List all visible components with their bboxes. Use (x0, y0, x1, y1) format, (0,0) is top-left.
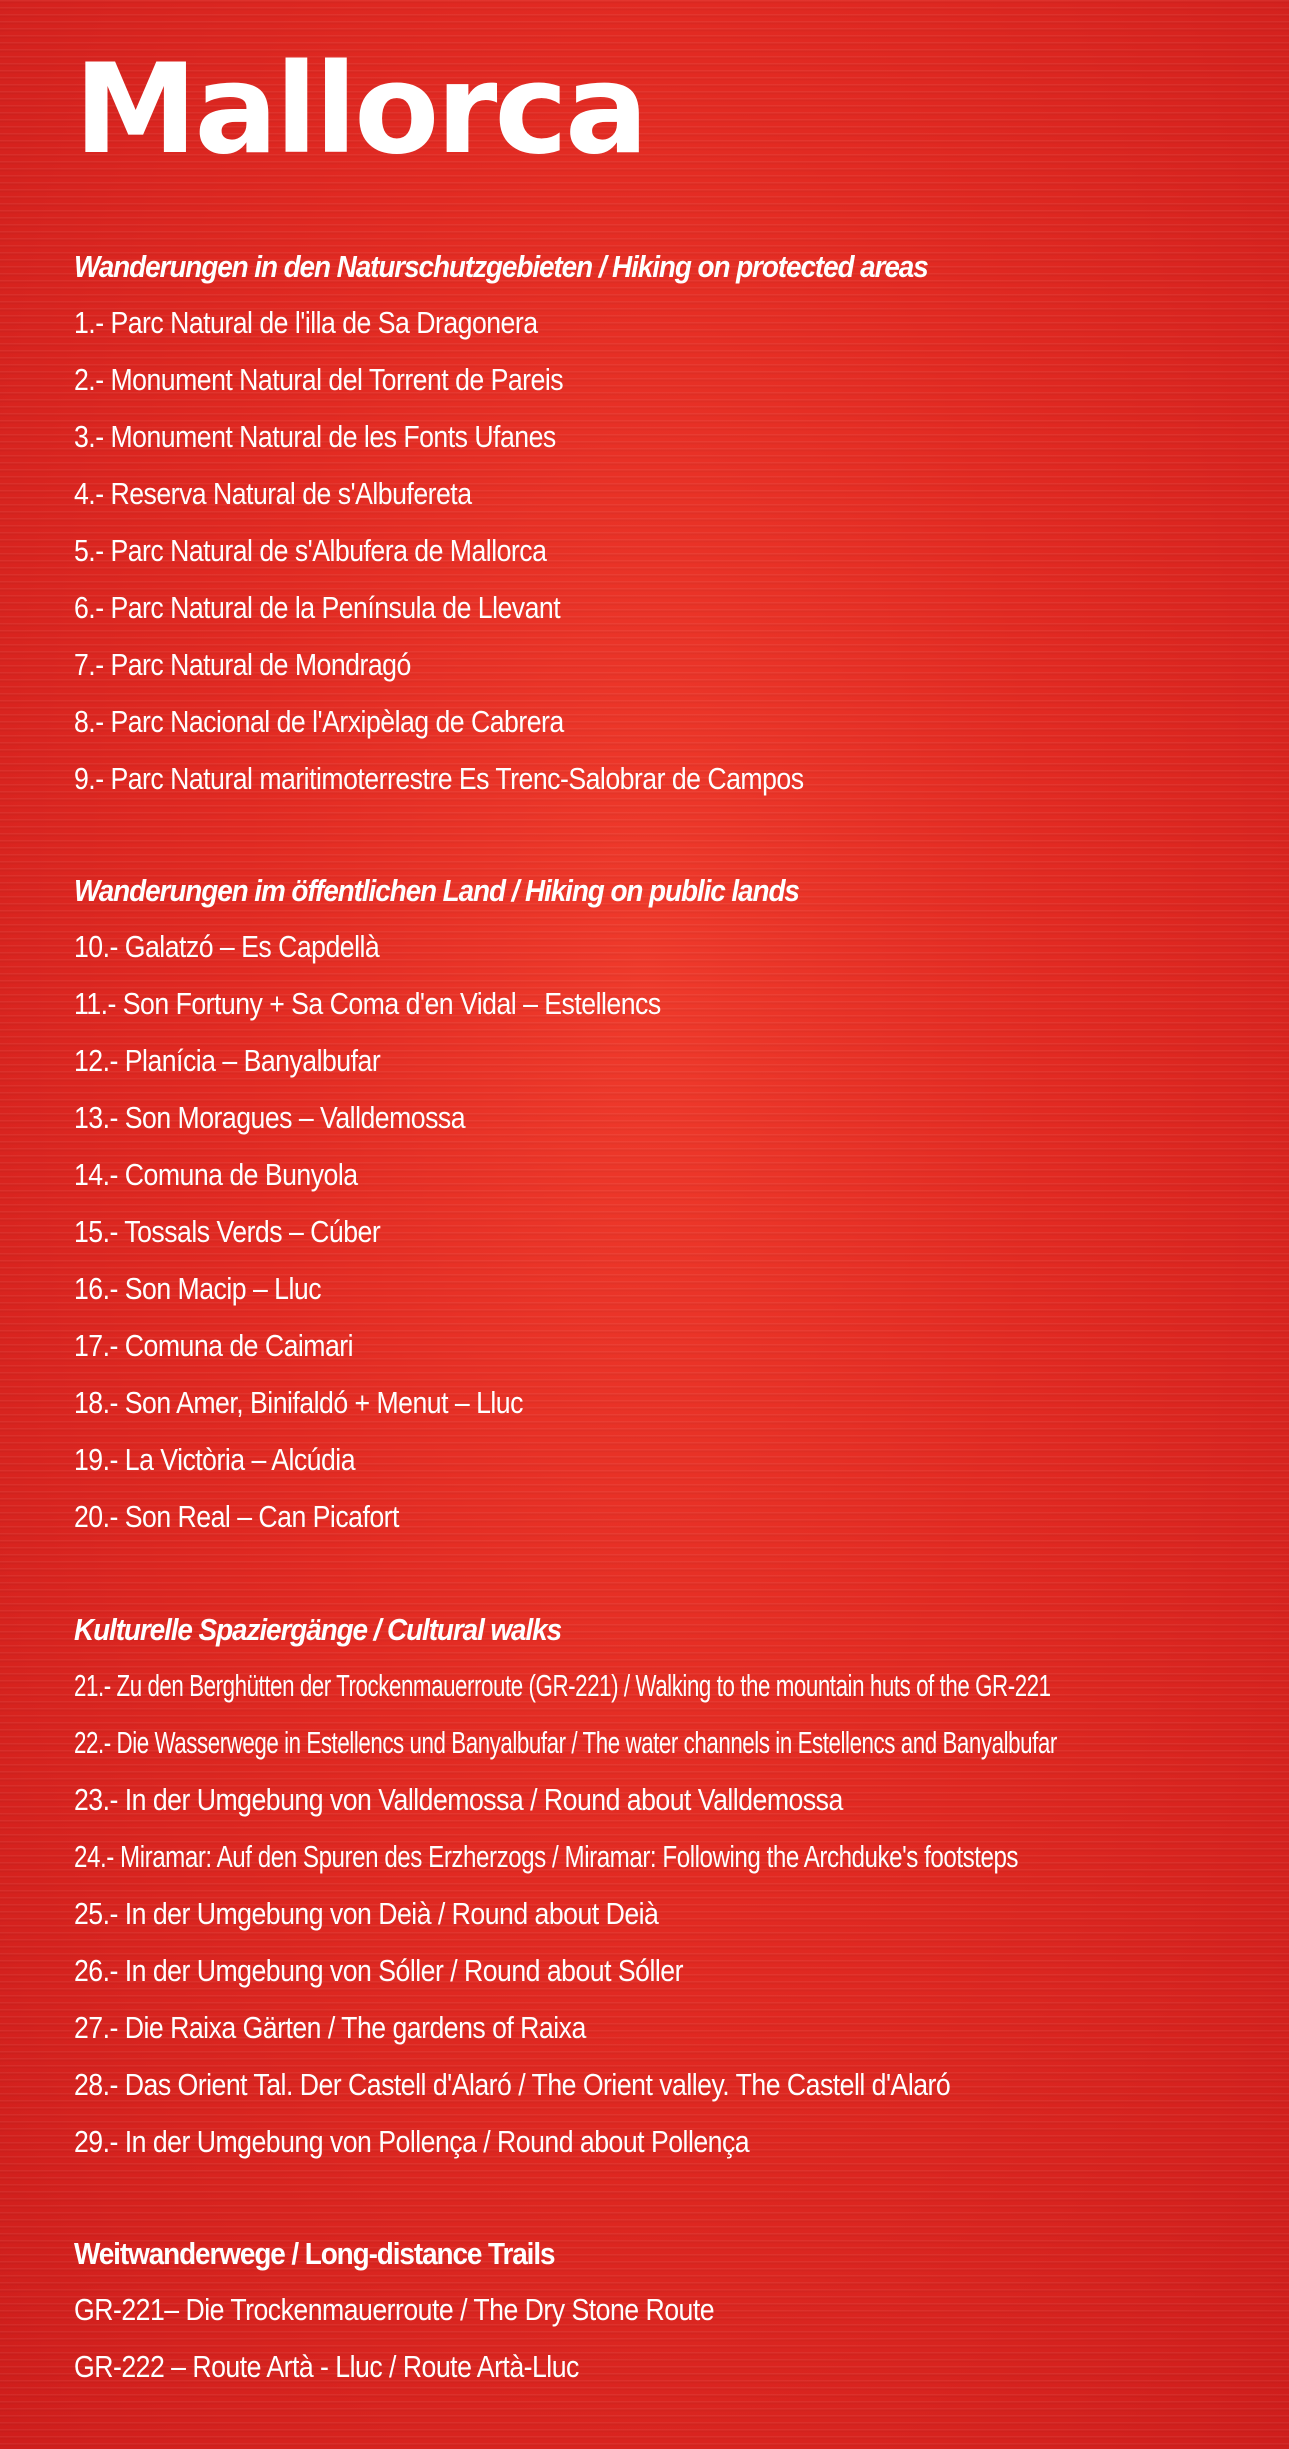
list-item: GR-221– Die Trockenmauerroute / The Dry Stone Route (74, 2292, 715, 2327)
list-item: 18.- Son Amer, Binifaldó + Menut – Lluc (74, 1385, 523, 1420)
section-long-distance-trails (74, 2235, 1274, 2405)
section-heading: Wanderungen in den Naturschutzgebieten / Hiking on protected areas (74, 249, 928, 284)
list-item: 2.- Monument Natural del Torrent de Pareis (74, 362, 564, 397)
list-item: 7.- Parc Natural de Mondragó (74, 647, 411, 682)
list-item: 13.- Son Moragues – Valldemossa (74, 1100, 466, 1135)
list-item: 21.- Zu den Berghütten der Trockenmauerroute (GR-221) / Walking to the mountain huts of the GR-221 (74, 1668, 1051, 1703)
list-item: 15.- Tossals Verds – Cúber (74, 1214, 381, 1249)
section-heading: Wanderungen im öffentlichen Land / Hiking on public lands (74, 873, 799, 908)
section-heading: Kulturelle Spaziergänge / Cultural walks (74, 1612, 562, 1647)
list-item: 28.- Das Orient Tal. Der Castell d'Alaró / The Orient valley. The Castell d'Alaró (74, 2067, 951, 2102)
list-item: GR-222 – Route Artà - Lluc / Route Artà-Lluc (74, 2349, 579, 2384)
list-item: 11.- Son Fortuny + Sa Coma d'en Vidal – Estellencs (74, 986, 661, 1021)
list-item: 1.- Parc Natural de l'illa de Sa Dragonera (74, 305, 538, 340)
list-item: 9.- Parc Natural maritimoterrestre Es Trenc-Salobrar de Campos (74, 761, 804, 796)
list-item: 8.- Parc Nacional de l'Arxipèlag de Cabrera (74, 704, 564, 739)
list-item: 26.- In der Umgebung von Sóller / Round about Sóller (74, 1953, 683, 1988)
list-item: 16.- Son Macip – Lluc (74, 1271, 322, 1306)
list-item: 22.- Die Wasserwege in Estellencs und Banyalbufar / The water channels in Estellencs and Banyalbufar (74, 1725, 1057, 1760)
list-item: 5.- Parc Natural de s'Albufera de Mallorca (74, 533, 547, 568)
list-item: 24.- Miramar: Auf den Spuren des Erzherzogs / Miramar: Following the Archduke's footsteps (74, 1839, 1019, 1874)
list-item: 14.- Comuna de Bunyola (74, 1157, 358, 1192)
section-protected-areas (74, 248, 1274, 817)
list-item: 29.- In der Umgebung von Pollença / Round about Pollença (74, 2124, 750, 2159)
section-public-lands (74, 872, 1274, 1555)
list-item: 20.- Son Real – Can Picafort (74, 1499, 399, 1534)
section-cultural-walks (74, 1611, 1274, 2180)
list-item: 27.- Die Raixa Gärten / The gardens of Raixa (74, 2010, 586, 2045)
list-item: 12.- Planícia – Banyalbufar (74, 1043, 381, 1078)
list-item: 3.- Monument Natural de les Fonts Ufanes (74, 419, 556, 454)
list-item: 23.- In der Umgebung von Valldemossa / Round about Valldemossa (74, 1782, 843, 1817)
list-item: 4.- Reserva Natural de s'Albufereta (74, 476, 472, 511)
list-item: 19.- La Victòria – Alcúdia (74, 1442, 356, 1477)
page-title: Mallorca (74, 38, 646, 182)
list-item: 6.- Parc Natural de la Península de Llevant (74, 590, 561, 625)
list-item: 17.- Comuna de Caimari (74, 1328, 354, 1363)
section-heading: Weitwanderwege / Long-distance Trails (74, 2236, 555, 2271)
list-item: 25.- In der Umgebung von Deià / Round about Deià (74, 1896, 659, 1931)
list-item: 10.- Galatzó – Es Capdellà (74, 929, 380, 964)
